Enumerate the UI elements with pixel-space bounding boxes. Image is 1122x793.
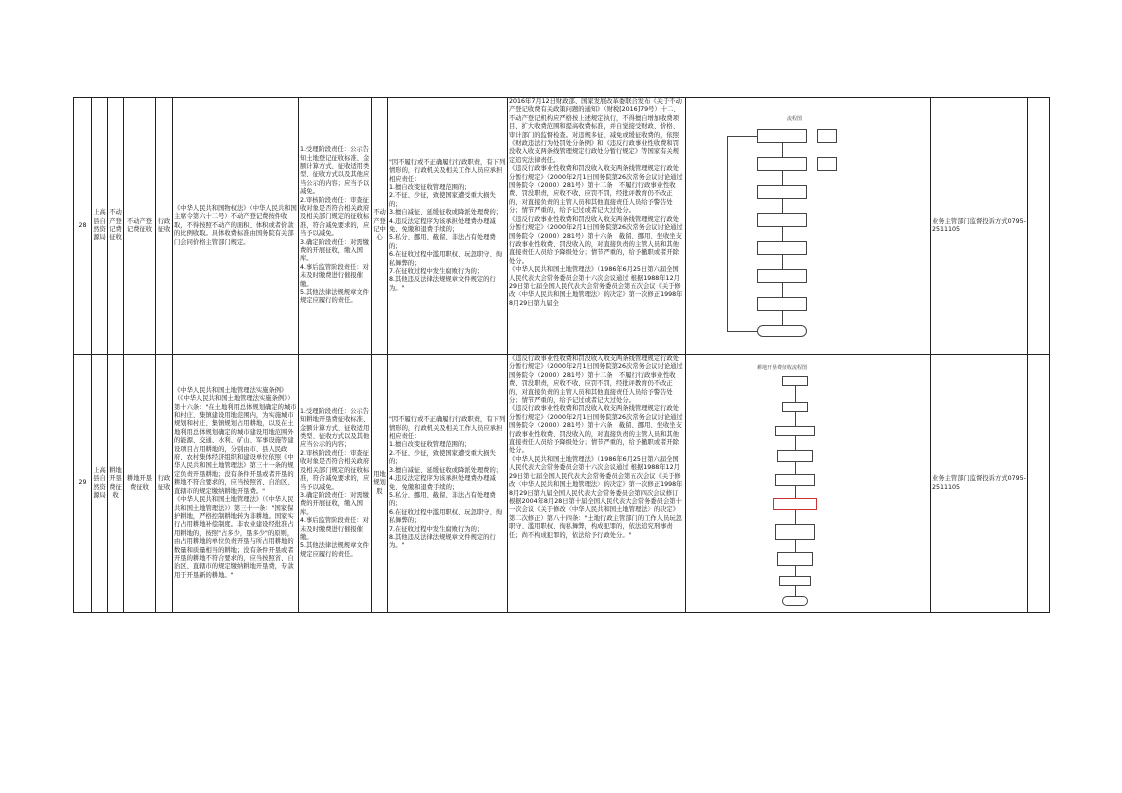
row-number: 29 (74, 355, 92, 613)
contact-cell: 业务主管部门监督投诉方式0795-2511105 (931, 98, 1028, 355)
flow-connector (795, 566, 796, 576)
legal-basis-cell: 《中华人民共和国土地管理法实施条例》（《中华人民共和国土地管理法实施条例》）第十六条："在土地利用总体规划确定的城市和村庄、集镇建设用地范围内，为实施城市规划和村庄、集镇规划占用耕地，以及在土地利用总体规划确定的城市建设用地范围外的能源、交通、水利、矿山、军事设施等建设项目占用耕地的，分别由市、县人民政府、农村集体经济组织和建设单位依照《中华人民共和国土地管理法》第三十一条的规定负责开垦耕地；没有条件开垦或者开垦的耕地不符合要求的，应当按照省、自治区、直辖市的规定缴纳耕地开垦费。" 《中华人民共和国土地管理法》（《中华人民共和国土地管理法》）第三十一条："国家保护耕地，严格控制耕地转为非耕地。国家实行占用耕地补偿制度。非农业建设经批准占用耕地的，按照"占多少，垦多少"的原则，由占用耕地的单位负责开垦与所占用耕地的数量和质量相当的耕地；没有条件开垦或者开垦的耕地不符合要求的，应当按照省、自治区、直辖市的规定缴纳耕地开垦费，专款用于开垦新的耕地。" (173, 355, 299, 613)
table-row (74, 355, 1050, 613)
flow-end (782, 596, 808, 606)
contact-cell: 业务主管部门监督投诉方式0795-2511105 (931, 355, 1028, 613)
flow-box (757, 213, 807, 227)
flow-box (757, 185, 807, 199)
flowchart-title: 流程图 (787, 115, 803, 122)
laws-cell: 2016年7月12日财政部、国家发展改革委联合发布《关于不动产登记收费有关政策问题的通知》（财税[2016]79号）十二、不动产登记机构应严格按上述规定执行，不得擅自增加收费项目、扩大收费范围和提高收费标准，并自觉接受财政、价格、审计部门的监督检查。对违规多征、减免或缓征收费的，依照《财政违法行为处罚处分条例》和《违反行政事业性收费和罚没收入收支两条线管理规定行政处分暂行规定》等国家有关规定追究法律责任。 《违反行政事业性收费和罚没收入收支两条线管理规定行政处分暂行规定》（2000年2月1日国务院第26次常务会议讨论通过 国务院令（2000）281号）第十二条 不履行行政事业性收费、罚没职责，应收不收、应罚不罚，经批评教育仍不改正的，对直接负责的主管人员和其他直接责任人员给予警告处分；情节严重的，给予记过或者记大过处分。 《违反行政事业性收费和罚没收入收支两条线管理规定行政处分暂行规定》（2000年2月1日国务院第26次常务会议讨论通过 国务院令（2000）281号）第十六条 截留、挪用、坐收坐支行政事业性收费、罚没收入的，对直接负责的主管人员和其他直接责任人员给予降级处分；情节严重的，给予撤职或者开除处分。 《中华人民共和国土地管理法》（1986年6月25日第六届全国人民代表大会常务委员会第十六次会议通过 根据1988年12月29日第七届全国人民代表大会常务委员会第五次会议《关于修改〈中华人民共和国土地管理法〉的决定》第一次修正1998年8月29日第九届全 (508, 98, 686, 355)
flowchart-diagram (687, 99, 930, 354)
flow-box (757, 157, 807, 171)
flow-connector (727, 136, 757, 137)
flow-connector (782, 171, 783, 185)
flow-connector (795, 540, 796, 552)
flowchart-diagram (687, 356, 930, 612)
flowchart-cell (686, 98, 931, 355)
duties-cell: 1.受理阶段责任：公示告知耕地开垦费征收标准、金额计算方式、征收适用类型、征收方式以及其他应当公示的内容； 2.审核阶段责任：审查征收对象是否符合相关政府及相关部门规定的征收标准，符合减免要求的，应当予以减免。 3.确定阶段责任：对需缴费的开展征收，缴入国库。 4.事后监管阶段责任：对未及时缴费进行催报催缴。 5.其他法律法规规章文件规定应履行的责任。 (299, 355, 372, 613)
flow-box (782, 376, 808, 386)
subject-cell: 不动产登记中心 (372, 98, 388, 355)
category-cell: 不动产登记费征收 (108, 98, 124, 355)
item-name-cell: 不动产登记费征收 (124, 98, 156, 355)
flow-box (782, 402, 808, 412)
flow-connector (727, 331, 757, 332)
item-name-cell: 耕地开垦费征收 (124, 355, 156, 613)
flow-connector (795, 412, 796, 426)
flow-box (817, 157, 837, 171)
flowchart-cell (686, 355, 931, 613)
flow-connector (727, 136, 728, 331)
flow-end (757, 325, 807, 337)
table-row (74, 98, 1050, 355)
flow-box (757, 241, 807, 255)
power-type-cell: 行政征收 (156, 355, 173, 613)
flowchart-title: 耕地开垦费征收流程图 (757, 364, 808, 371)
flow-box (777, 552, 813, 566)
empty-cell (1028, 98, 1050, 355)
flow-box (775, 426, 815, 436)
flow-box (817, 129, 837, 143)
department-cell: 上高县自然资源局 (92, 355, 108, 613)
power-list-table (73, 97, 1050, 613)
flow-connector (782, 255, 783, 269)
flow-connector (795, 386, 796, 402)
flow-connector (795, 486, 796, 498)
accountability-cell: "因不履行或不正确履行行政职责，有下列情形的，行政机关及相关工作人员应承担相应责任： 1.擅自改变征收管理范围的； 2.不征、少征，致使国家遭受重大损失的； 3.擅自减征、延缓征收或降派处理费的； 4.违反法定程序为该承担处理费办理减免、免缴和退费手续的； 5.私分、挪用、截留、非法占有处理费的； 6.在征收过程中滥用职权、玩忽职守、徇私舞弊的； 7.在征收过程中发生腐败行为的； 8.其他违反法律法规规章文件规定的行为。" (388, 98, 508, 355)
row-number: 28 (74, 98, 92, 355)
category-cell: 耕地开垦费征收 (108, 355, 124, 613)
flow-box (757, 297, 807, 311)
empty-cell (1028, 355, 1050, 613)
subject-cell: 用地规划股 (372, 355, 388, 613)
flow-box (775, 474, 815, 486)
flow-box (779, 576, 811, 586)
flow-connector (795, 586, 796, 596)
flow-connector (782, 311, 783, 325)
flow-connector (782, 199, 783, 213)
department-cell: 上高县自然资源局 (92, 98, 108, 355)
flow-connector (782, 227, 783, 241)
flow-connector (795, 462, 796, 474)
flow-box (757, 129, 807, 143)
laws-cell: 《违反行政事业性收费和罚没收入收支两条线管理规定行政处分暂行规定》（2000年2月1日国务院第26次常务会议讨论通过 国务院令（2000）281号）第十二条 不履行行政事业性收费、罚没职责，应收不收、应罚不罚，经批评教育仍不改正的，对直接负责的主管人员和其他直接责任人员给予警告处分；情节严重的，给予记过或者记大过处分。 《违反行政事业性收费和罚没收入收支两条线管理规定行政处分暂行规定》（2000年2月1日国务院第26次常务会议讨论通过 国务院令（2000）281号）第十六条 截留、挪用、坐收坐支行政事业性收费、罚没收入的，对直接负责的主管人员和其他直接责任人员给予降级处分；情节严重的，给予撤职或者开除处分。 《中华人民共和国土地管理法》（1986年6月25日第六届全国人民代表大会常务委员会第十六次会议通过 根据1988年12月29日第七届全国人民代表大会常务委员会第五次会议《关于修改〈中华人民共和国土地管理法〉的决定》第一次修正1998年8月29日第九届全国人民代表大会常务委员会第四次会议修订 根据2004年8月28日第十届全国人民代表大会常务委员会第十一次会议《关于修改〈中华人民共和国土地管理法〉的决定》第二次修正）第八十四条："土地行政主管部门的工作人员玩忽职守、滥用职权、徇私舞弊，构成犯罪的，依法追究刑事责任；尚不构成犯罪的，依法给予行政处分。" (508, 355, 686, 613)
flow-connector (782, 283, 783, 297)
duties-cell: 1.受理阶段责任：公示告知土地登记征收标准、金额计算方式、征收适用类型、征收方式以及其他应当公示的内容；应当予以减免。 2.审核阶段责任：审查征收对象是否符合相关政府及相关部门规定的征收标准，符合减免要求的，应当予以减免。 3.确定阶段责任：对需缴费的开展征收，缴入国库。 4.事后监管阶段责任：对未及时缴费进行催报催缴。 5.其他法律法规规章文件规定应履行的责任。 (299, 98, 372, 355)
flow-box (775, 524, 815, 540)
power-type-cell: 行政征收 (156, 98, 173, 355)
flow-connector (795, 436, 796, 450)
flow-connector (782, 143, 783, 157)
accountability-cell: "因不履行或不正确履行行政职责，有下列情形的，行政机关及相关工作人员应承担相应责任： 1.擅自改变征收管理范围的； 2.不征、少征，致使国家遭受重大损失的； 3.擅自减征、延缓征收或降派处理费的； 4.违反法定程序为该承担处理费办理减免、免缴和退费手续的； 5.私分、挪用、截留、非法占有处理费的； 6.在征收过程中滥用职权、玩忽职守、徇私舞弊的； 7.在征收过程中发生腐败行为的； 8.其他违反法律法规规章文件规定的行为。" (388, 355, 508, 613)
flow-connector (795, 510, 796, 524)
legal-basis-cell: 《中华人民共和国物权法》（中华人民共和国主席令第六十二号）不动产登记费按件收取，不得按照不动产的面积、体积或者价款的比例收取。具体收费标准由国务院有关部门会同价格主管部门规定。 (173, 98, 299, 355)
flow-box (777, 450, 813, 462)
flow-box (773, 498, 817, 510)
flow-box (757, 269, 807, 283)
